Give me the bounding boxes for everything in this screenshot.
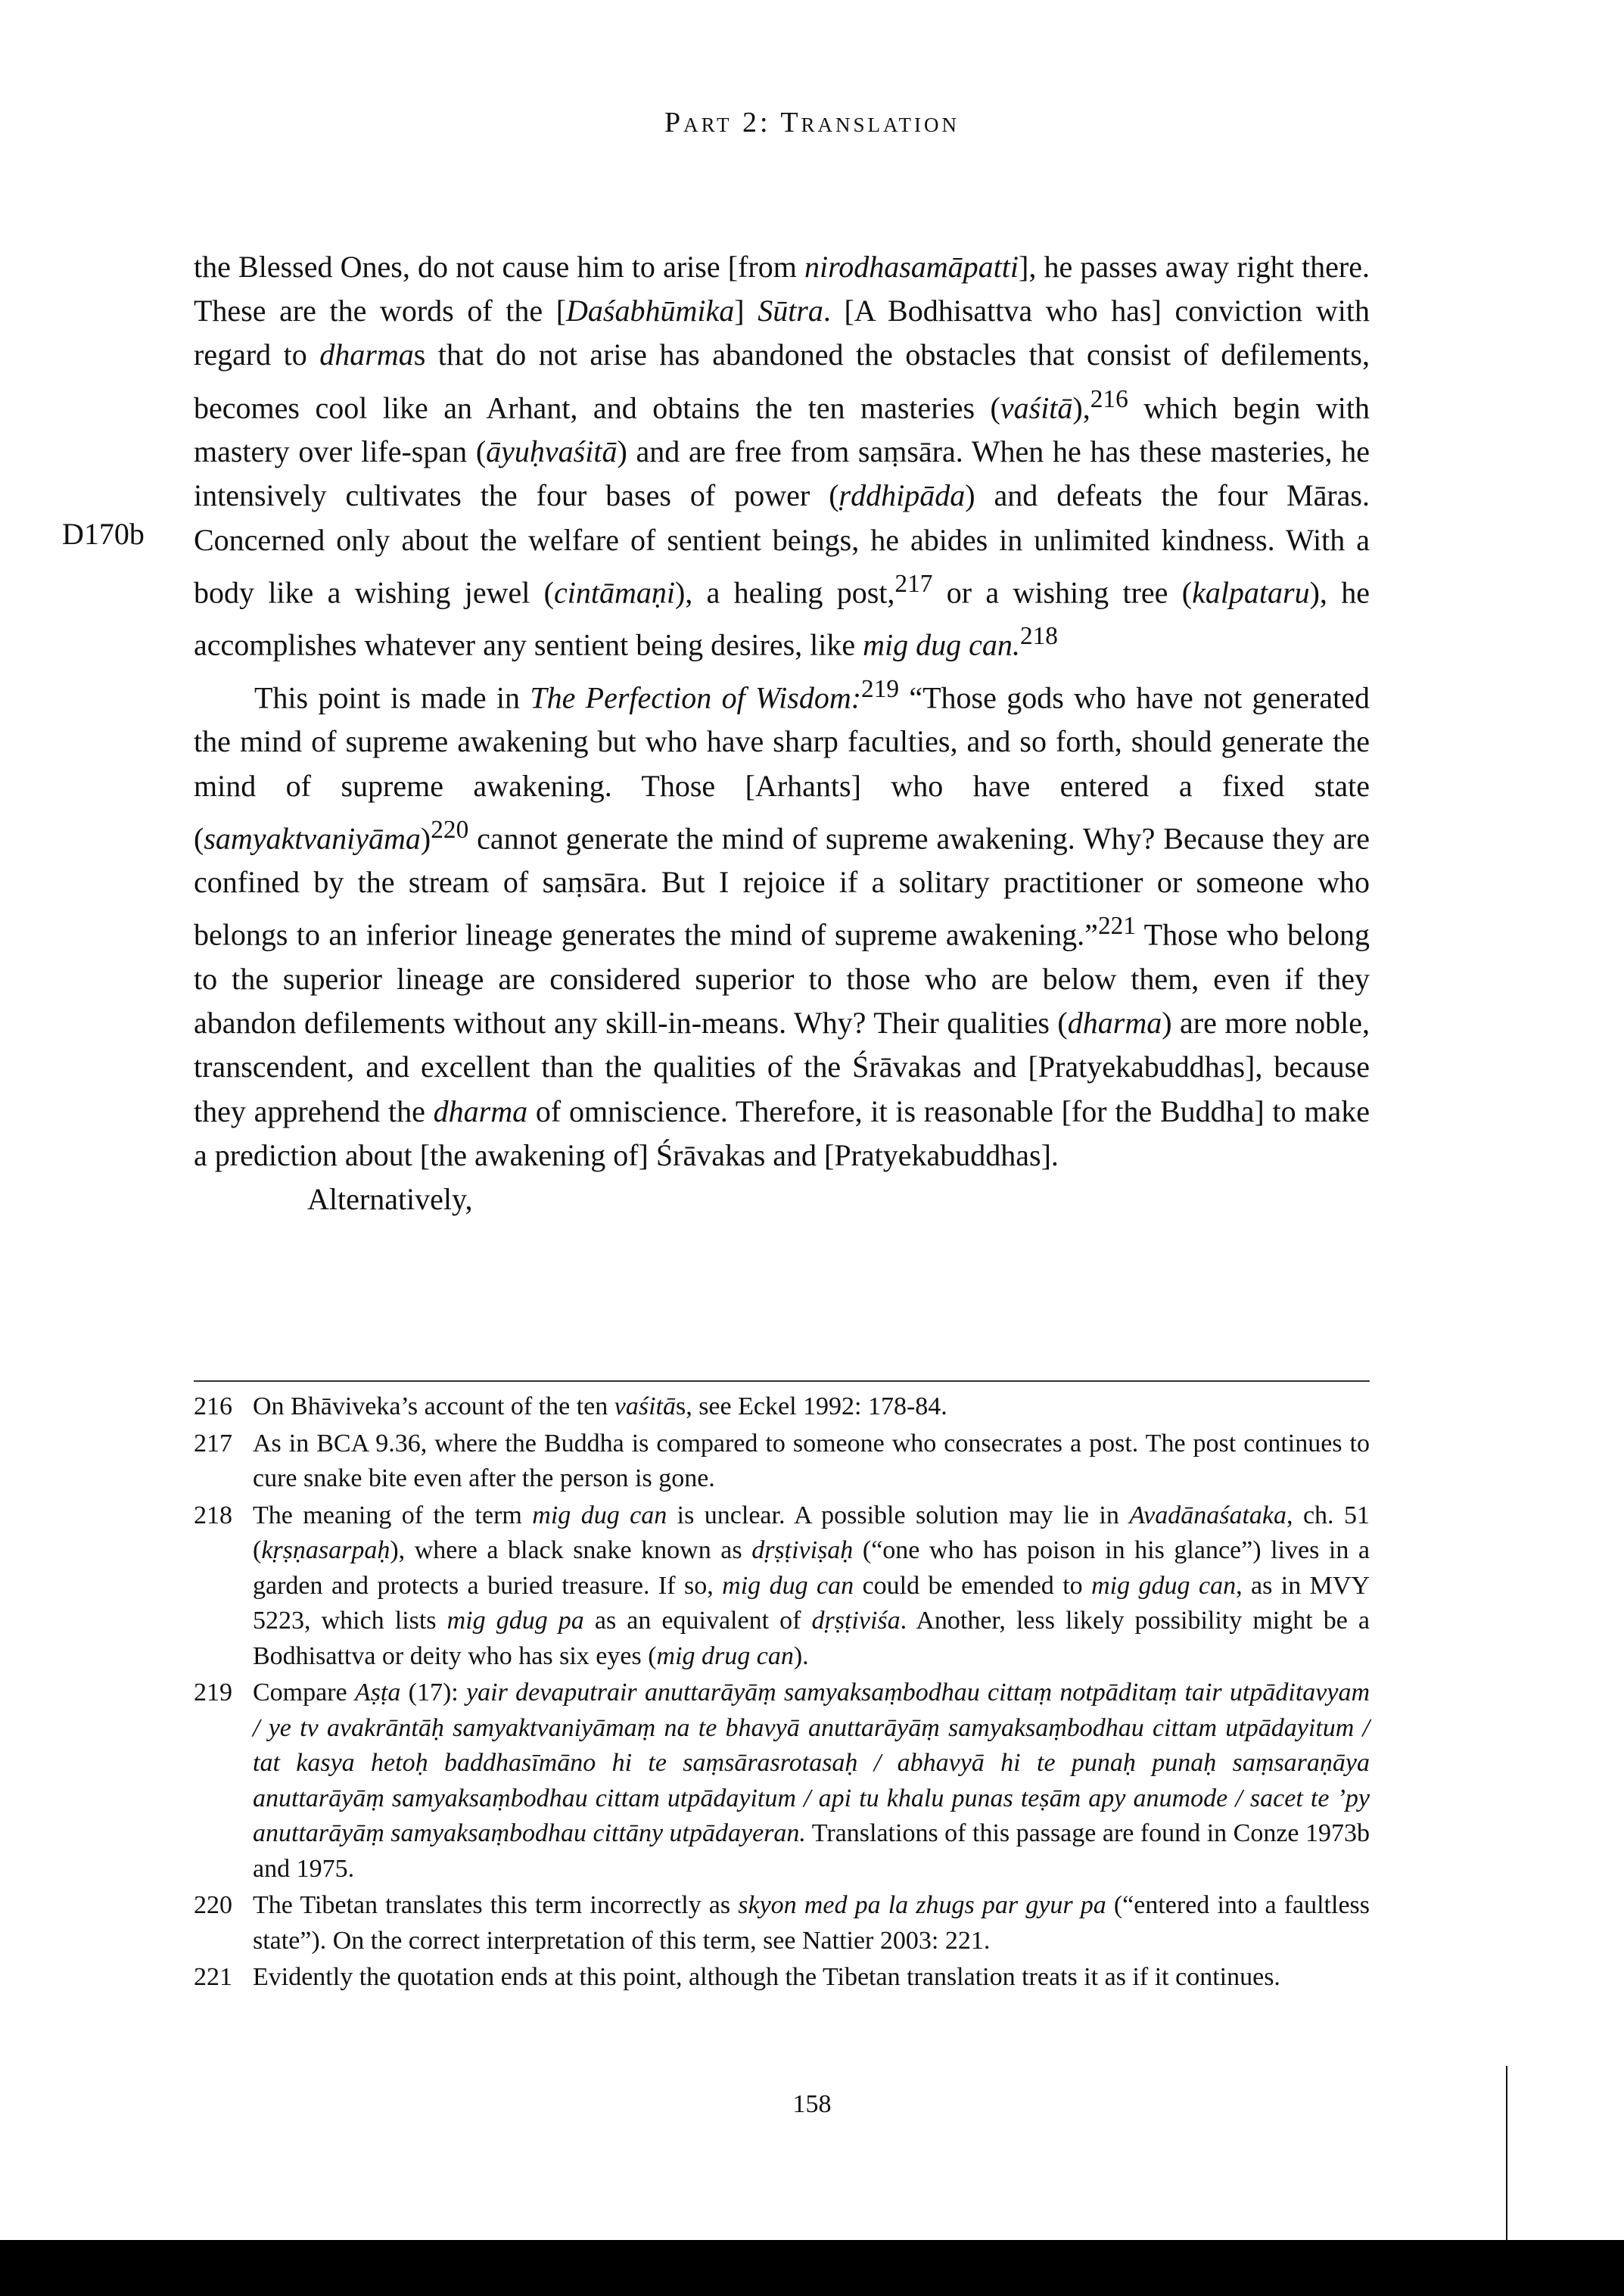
text-run: , as in MVY 5223, which lists — [253, 1571, 1370, 1635]
text-run: ), he accomplishes whatever any sentient being desires, like — [194, 575, 1370, 662]
text-run: ] — [734, 294, 758, 328]
text-run: ) and are free from saṃsāra. When he has these masteries, he intensively cultivates the four bases of power ( — [194, 434, 1370, 513]
term: mig dug can — [722, 1571, 854, 1600]
footnote-number: 218 — [194, 1501, 232, 1529]
footnote-ref: 221 — [1097, 912, 1136, 941]
footnote-number: 221 — [194, 1963, 232, 1991]
text-run: Those who belong to the superior lineage are considered superior to those who are below them, even if they abandon defilements without any skill-in-means. Why? Their qualities ( — [194, 917, 1370, 1041]
text-run: ). — [793, 1641, 809, 1670]
term: nirodhasamāpatti — [804, 250, 1019, 284]
main-text — [194, 245, 1370, 1221]
term: vaśitā — [1000, 390, 1073, 425]
footnote — [194, 1675, 1370, 1887]
text-run: . — [1012, 627, 1020, 662]
term: dṛṣṭiviśa — [811, 1607, 901, 1635]
text-run: ), where a black snake known as — [390, 1536, 752, 1564]
text-run: (“one who has poison in his glance”) lives in a garden and protects a buried treasure. If so, — [253, 1536, 1370, 1600]
text-run: (“entered into a faultless state”). On the correct interpretation of this term, see Nattier 2003: 221. — [253, 1891, 1370, 1955]
text-run: cannot generate the mind of supreme awakening. Why? Because they are confined by the stream of saṃsāra. But I rejoice if a solitary practitioner or someone who belongs to an inferior lineage generates the mind of supreme awakening.” — [194, 821, 1370, 952]
footnote — [194, 1389, 1370, 1425]
text-run: This point is made in — [254, 680, 530, 715]
term: mig drug can — [656, 1641, 794, 1670]
text-run: On Bhāviveka’s account of the ten — [253, 1392, 614, 1420]
sanskrit-quotation: yair devaputrair anuttarāyāṃ samyaksaṃbodhau cittaṃ notpāditaṃ tair utpāditavyam / ye tv avakrāntāḥ samyaktvaniyāmaṃ na te bhavyā anuttarāyāṃ samyaksaṃbodhau cittam utpādayitum / tat kasya hetoḥ baddhasīmāno hi te saṃsārasrotasaḥ / abhavyā hi te punaḥ punaḥ saṃsaraṇāya anuttarāyāṃ samyaksaṃbodhau cittam utpādayitum / api tu khalu punas teṣām apy anumode / sacet te ’py anuttarāyāṃ samyaksaṃbodhau cittāny utpādayeran. — [253, 1678, 1370, 1847]
footnote — [194, 1960, 1370, 1996]
footnote-number: 220 — [194, 1891, 232, 1919]
term: dṛṣṭiviṣaḥ — [751, 1536, 854, 1564]
text-run: of omniscience. Therefore, it is reasonable [for the Buddha] to make a prediction about [the awakening of] Śrāvakas and [Pratyekabuddhas]. — [194, 1094, 1370, 1172]
term: mig dug can — [532, 1501, 667, 1529]
term: āyuḥvaśitā — [486, 434, 618, 469]
text-run: The Tibetan translates this term incorrectly as — [253, 1891, 739, 1919]
footnote-number: 217 — [194, 1429, 232, 1458]
footnote-text — [253, 1389, 1370, 1425]
paragraph — [194, 245, 1370, 667]
footnote-text — [253, 1888, 1370, 1958]
footnote-text: Evidently the quotation ends at this point, although the Tibetan translation treats it as if it continues. — [253, 1963, 1280, 1991]
term: Avadānaśataka — [1129, 1501, 1287, 1529]
term: vaśitā — [614, 1392, 676, 1420]
term: skyon med pa la zhugs par gyur pa — [738, 1891, 1106, 1919]
term: cintāmaṇi — [553, 575, 675, 610]
footnotes — [194, 1389, 1370, 1997]
text-run: or a wishing tree ( — [932, 575, 1193, 610]
term: Daśabhūmika — [566, 294, 735, 328]
term: dharma — [1067, 1006, 1162, 1041]
footnote-ref: 217 — [894, 569, 933, 598]
footnote-ref: 216 — [1090, 384, 1128, 413]
footnote-ref: 219 — [861, 674, 900, 703]
term: mig gdug pa — [446, 1607, 584, 1635]
text-run: could be emended to — [854, 1571, 1092, 1600]
term: samyaktvaniyāma — [204, 821, 421, 856]
text-run: ), a healing post, — [674, 575, 895, 610]
paragraph — [194, 667, 1370, 1178]
crop-mark — [1506, 2066, 1507, 2240]
text-run: , ch. 51 ( — [253, 1501, 1370, 1564]
footnote-number: 216 — [194, 1392, 232, 1420]
text-run: ) are more noble, transcendent, and excellent than the qualities of the Śrāvakas and [Pratyekabuddhas], because they apprehend the — [194, 1006, 1370, 1128]
footnote-text — [253, 1498, 1370, 1675]
text-run: is unclear. A possible solution may lie in — [667, 1501, 1130, 1529]
term: Aṣṭa — [354, 1678, 401, 1706]
term: dharma — [433, 1094, 528, 1128]
title: The Perfection of Wisdom — [530, 680, 851, 715]
footnote — [194, 1888, 1370, 1958]
footnote-divider — [194, 1380, 1370, 1382]
running-head: Part 2: Translation — [664, 107, 960, 138]
text-run: s that do not arise has abandoned the obstacles that consist of defilements, becomes cool like an Arhant, and obtains the ten masteries ( — [194, 338, 1370, 425]
footnote-number: 219 — [194, 1678, 232, 1706]
text-run: . Another, less likely possibility might be a Bodhisattva or deity who has six eyes ( — [253, 1607, 1370, 1670]
term: mig dug can — [863, 627, 1013, 662]
text-run: which begin with mastery over life-span ( — [194, 390, 1370, 469]
text-run: Compare — [253, 1678, 355, 1706]
term: kṛṣṇasarpaḥ — [261, 1536, 390, 1564]
footnote-ref: 220 — [431, 815, 469, 844]
page-number: 158 — [792, 2090, 832, 2118]
footnote-text — [253, 1675, 1370, 1887]
scan-border — [0, 2240, 1624, 2296]
text-run: ], he passes away right there. These are the words of the [ — [194, 250, 1370, 328]
footnote-text: As in BCA 9.36, where the Buddha is compared to someone who consecrates a post. The post continues to cure snake bite even after the person is gone. — [253, 1429, 1370, 1492]
footnote — [194, 1498, 1370, 1675]
footnote — [194, 1426, 1370, 1497]
text-run: ) — [420, 821, 431, 856]
text-run: Translations of this passage are found in Conze 1973b and 1975. — [253, 1819, 1370, 1883]
margin-reference: D170b — [62, 517, 145, 551]
text-run: as an equivalent of — [583, 1607, 812, 1635]
term: dharma — [319, 338, 414, 372]
text-run: : — [851, 680, 862, 715]
paragraph: Alternatively, — [307, 1182, 473, 1217]
text-run: The meaning of the term — [253, 1501, 533, 1529]
text-run: “Those gods who have not generated the mind of supreme awakening but who have sharp faculties, and so forth, should generate the mind of supreme awakening. Those [Arhants] who have entered a fixed state ( — [194, 680, 1370, 856]
text-run: the Blessed Ones, do not cause him to arise [from — [194, 250, 805, 284]
term: kalpataru — [1192, 575, 1310, 610]
footnote-ref: 218 — [1019, 622, 1058, 651]
text-run: (17): — [400, 1678, 467, 1706]
text-run: . [A Bodhisattva who has] conviction with regard to — [194, 294, 1370, 372]
term: Sūtra — [758, 294, 823, 328]
text-run: ) and defeats the four Māras. Concerned only about the welfare of sentient beings, he abides in unlimited kindness. With a body like a wishing jewel ( — [194, 478, 1370, 610]
text-run: s, see Eckel 1992: 178-84. — [675, 1392, 947, 1420]
text-run: ), — [1072, 390, 1090, 425]
term: ṛddhipāda — [838, 478, 966, 513]
term: mig gdug can — [1091, 1571, 1237, 1600]
